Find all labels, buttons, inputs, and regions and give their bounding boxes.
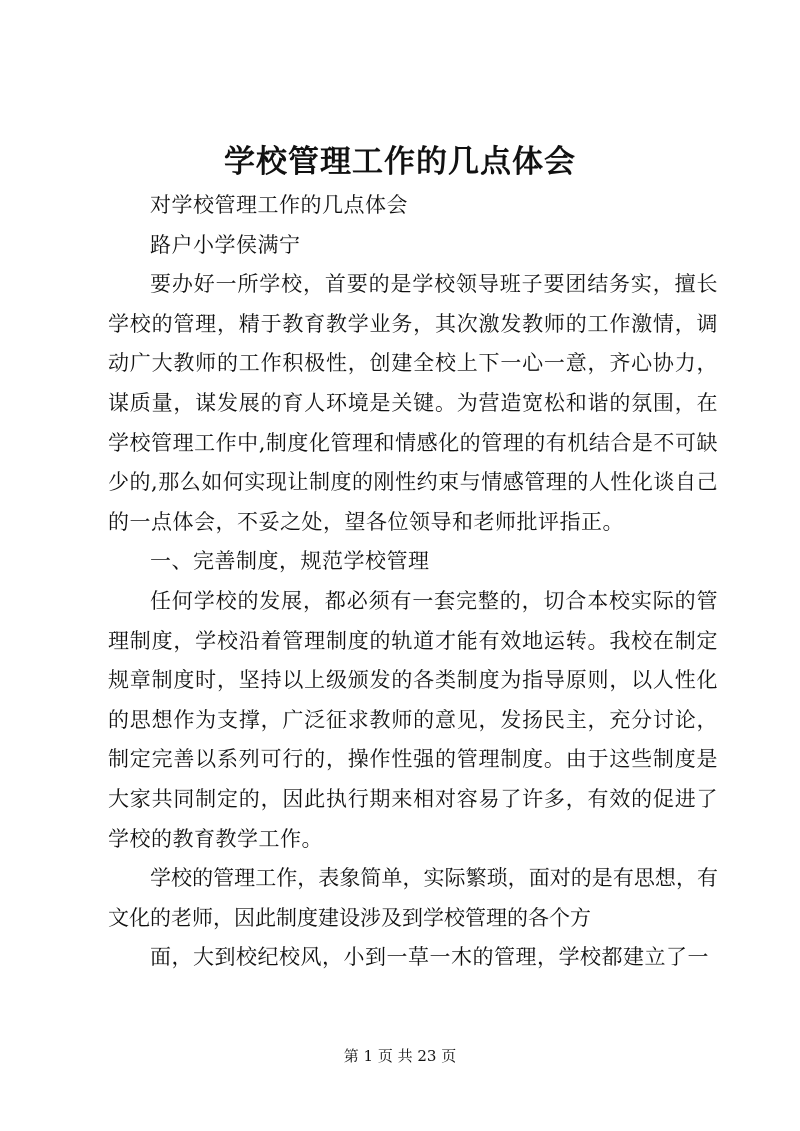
paragraph-intro: 要办好一所学校，首要的是学校领导班子要团结务实，擅长学校的管理，精于教育教学业务，其次激发教师的工作激情，调动广大教师的工作积极性，创建全校上下一心一意，齐心协力，谋质量，谋发展的育人环境是关键。为营造宽松和谐的氛围，在学校管理工作中,制度化管理和情感化的管理的有机结合是不可缺少的,那么如何实现让制度的刚性约束与情感管理的人性化谈自己的一点体会，不妥之处，望各位领导和老师批评指正。 <box>108 272 718 534</box>
document-body <box>108 186 718 978</box>
paragraph-management-work: 学校的管理工作，表象简单，实际繁琐，面对的是有思想，有文化的老师，因此制度建设涉及到学校管理的各个方 <box>108 866 718 930</box>
paragraph-continuation: 面，大到校纪校风，小到一草一木的管理，学校都建立了一 <box>150 945 709 970</box>
paragraph-section-heading: 一、完善制度，规范学校管理 <box>150 549 430 574</box>
paragraph-section-body: 任何学校的发展，都必须有一套完整的，切合本校实际的管理制度，学校沿着管理制度的轨道才能有效地运转。我校在制定规章制度时，坚持以上级颁发的各类制度为指导原则，以人性化的思想作为支撑，广泛征求教师的意见，发扬民主，充分讨论，制定完善以系列可行的，操作性强的管理制度。由于这些制度是大家共同制定的，因此执行期来相对容易了许多，有效的促进了学校的教育教学工作。 <box>108 588 718 851</box>
document-title: 学校管理工作的几点体会 <box>224 144 576 180</box>
paragraph-subtitle: 对学校管理工作的几点体会 <box>150 193 408 217</box>
page-indicator: 第 1 页 共 23 页 <box>343 1047 457 1065</box>
paragraph-author: 路户小学侯满宁 <box>150 232 301 257</box>
